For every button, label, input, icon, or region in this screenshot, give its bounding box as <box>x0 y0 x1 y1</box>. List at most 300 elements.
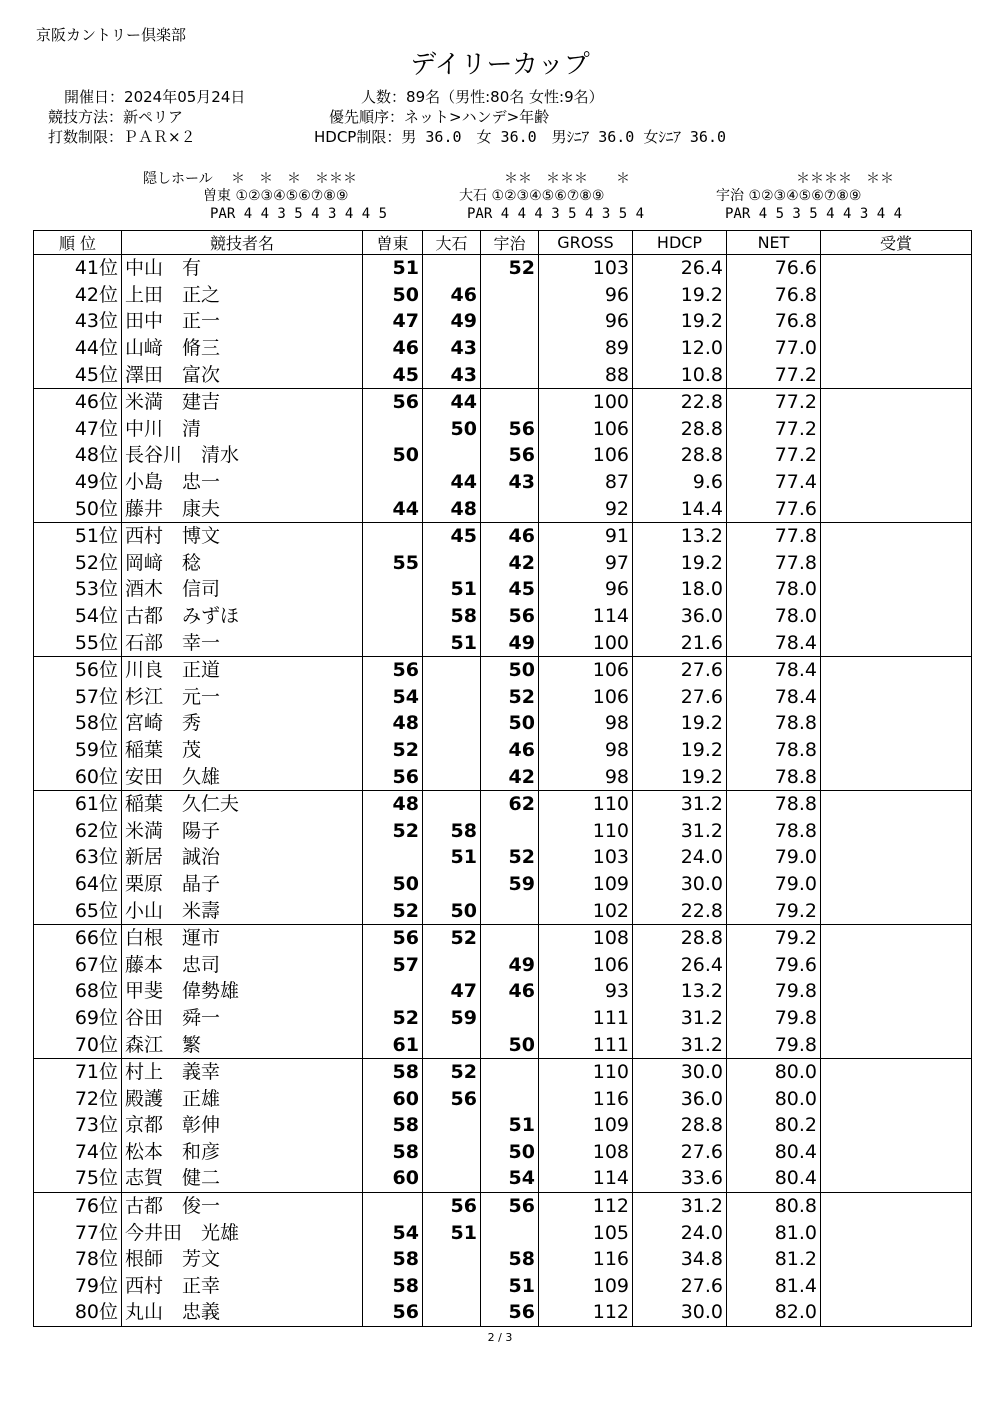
cell-rank: 75位 <box>34 1165 122 1192</box>
cell-player: 森江 繁 <box>122 1031 363 1058</box>
table-row <box>34 1219 972 1246</box>
cell-net: 78.0 <box>727 603 821 630</box>
cell-net: 79.8 <box>727 1005 821 1032</box>
course3-holes <box>716 188 861 204</box>
cell-award <box>821 1058 972 1085</box>
cell-hdcp: 36.0 <box>633 603 727 630</box>
cell-course2 <box>423 1112 481 1139</box>
cell-course2 <box>423 790 481 817</box>
cell-hdcp: 13.2 <box>633 522 727 549</box>
col-course1: 曽東 <box>363 231 423 255</box>
cell-gross: 87 <box>539 469 633 496</box>
cell-course3: 56 <box>481 416 539 443</box>
cell-rank: 50位 <box>34 495 122 522</box>
cell-award <box>821 710 972 737</box>
cell-award <box>821 361 972 388</box>
cell-gross: 109 <box>539 871 633 898</box>
cell-player: 石部 幸一 <box>122 629 363 656</box>
cell-rank: 59位 <box>34 737 122 764</box>
cell-hdcp: 31.2 <box>633 1005 727 1032</box>
cell-gross: 97 <box>539 550 633 577</box>
cell-award <box>821 255 972 282</box>
cell-award <box>821 282 972 309</box>
cell-gross: 108 <box>539 1139 633 1166</box>
cell-course2: 51 <box>423 629 481 656</box>
cell-hdcp: 27.6 <box>633 656 727 683</box>
cell-player: 岡﨑 稔 <box>122 550 363 577</box>
course2-holes <box>459 188 604 204</box>
cell-net: 79.0 <box>727 871 821 898</box>
cell-hdcp: 30.0 <box>633 1058 727 1085</box>
info-hdcp: HDCP制限：男 36.0 女 36.0 男ｼﾆｱ 36.0 女ｼﾆｱ 36.0 <box>314 128 727 146</box>
info-method-label: 競技方法 <box>48 108 109 126</box>
cell-gross: 88 <box>539 361 633 388</box>
cell-net: 78.8 <box>727 763 821 790</box>
cell-course1: 52 <box>363 897 423 924</box>
cell-course2: 46 <box>423 282 481 309</box>
cell-award <box>821 550 972 577</box>
info-people-value: 89名（男性:80名 女性:9名） <box>406 88 604 106</box>
cell-gross: 111 <box>539 1005 633 1032</box>
cell-gross: 110 <box>539 817 633 844</box>
cell-award <box>821 1139 972 1166</box>
cell-course2: 56 <box>423 1192 481 1219</box>
cell-course3: 50 <box>481 710 539 737</box>
cell-net: 77.8 <box>727 522 821 549</box>
cell-player: 西村 正幸 <box>122 1273 363 1300</box>
info-priority-value: ネット>ハンデ>年齢 <box>404 108 550 126</box>
results-table <box>33 230 972 1327</box>
cell-net: 78.4 <box>727 684 821 711</box>
cell-net: 80.8 <box>727 1192 821 1219</box>
cell-rank: 45位 <box>34 361 122 388</box>
cell-course3: 54 <box>481 1165 539 1192</box>
cell-player: 長谷川 清水 <box>122 442 363 469</box>
course2-name: 大石 <box>459 188 487 204</box>
cell-course3: 56 <box>481 603 539 630</box>
cell-course2 <box>423 763 481 790</box>
info-limit-value: ＰＡＲ×２ <box>123 128 196 146</box>
cell-course1: 44 <box>363 495 423 522</box>
cell-award <box>821 1192 972 1219</box>
cell-award <box>821 1246 972 1273</box>
cell-player: 小島 忠一 <box>122 469 363 496</box>
cell-course1 <box>363 522 423 549</box>
cell-gross: 112 <box>539 1299 633 1326</box>
cell-hdcp: 27.6 <box>633 1139 727 1166</box>
cell-player: 中山 有 <box>122 255 363 282</box>
cell-net: 79.8 <box>727 978 821 1005</box>
cell-hdcp: 14.4 <box>633 495 727 522</box>
hidden-marks-course1: ＊ ＊ ＊ ＊＊＊ <box>231 171 357 187</box>
cell-player: 稲葉 久仁夫 <box>122 790 363 817</box>
cell-course1: 47 <box>363 308 423 335</box>
cell-net: 78.4 <box>727 656 821 683</box>
cell-player: 松本 和彦 <box>122 1139 363 1166</box>
cell-course1 <box>363 469 423 496</box>
cell-rank: 55位 <box>34 629 122 656</box>
info-priority-label: 優先順序 <box>329 108 390 126</box>
cell-course3: 43 <box>481 469 539 496</box>
cell-course2 <box>423 1246 481 1273</box>
table-row <box>34 1165 972 1192</box>
cell-course2: 49 <box>423 308 481 335</box>
cell-gross: 91 <box>539 522 633 549</box>
cell-rank: 47位 <box>34 416 122 443</box>
info-hdcp-label: HDCP制限 <box>314 128 387 146</box>
cell-award <box>821 603 972 630</box>
cell-player: 上田 正之 <box>122 282 363 309</box>
table-row <box>34 924 972 951</box>
cell-course3: 50 <box>481 1139 539 1166</box>
course3-hole-numbers: ①②③④⑤⑥⑦⑧⑨ <box>748 188 862 204</box>
cell-gross: 109 <box>539 1273 633 1300</box>
cell-player: 新居 誠治 <box>122 844 363 871</box>
cell-course3 <box>481 282 539 309</box>
cell-player: 根師 芳文 <box>122 1246 363 1273</box>
cell-award <box>821 522 972 549</box>
table-row <box>34 576 972 603</box>
cell-hdcp: 27.6 <box>633 1273 727 1300</box>
cell-net: 79.2 <box>727 897 821 924</box>
cell-course3: 56 <box>481 1299 539 1326</box>
cell-course3: 42 <box>481 763 539 790</box>
cell-course3: 62 <box>481 790 539 817</box>
cell-course3: 58 <box>481 1246 539 1273</box>
table-row <box>34 1031 972 1058</box>
info-date: 開催日：2024年05月24日 <box>64 88 246 106</box>
cell-player: 丸山 忠義 <box>122 1299 363 1326</box>
cell-course2 <box>423 737 481 764</box>
cell-course3 <box>481 1005 539 1032</box>
cell-hdcp: 19.2 <box>633 710 727 737</box>
cell-course1 <box>363 576 423 603</box>
cell-player: 酒木 信司 <box>122 576 363 603</box>
cell-course3: 49 <box>481 951 539 978</box>
cell-gross: 112 <box>539 1192 633 1219</box>
cell-player: 安田 久雄 <box>122 763 363 790</box>
cell-course1: 52 <box>363 817 423 844</box>
cell-net: 78.8 <box>727 710 821 737</box>
cell-rank: 42位 <box>34 282 122 309</box>
info-limit: 打数制限：ＰＡＲ×２ <box>48 128 196 146</box>
cell-course3: 46 <box>481 978 539 1005</box>
cell-rank: 44位 <box>34 335 122 362</box>
course2-hole-numbers: ①②③④⑤⑥⑦⑧⑨ <box>491 188 605 204</box>
course1-hole-numbers: ①②③④⑤⑥⑦⑧⑨ <box>235 188 349 204</box>
cell-rank: 68位 <box>34 978 122 1005</box>
cell-gross: 100 <box>539 388 633 415</box>
table-row <box>34 255 972 282</box>
cell-gross: 114 <box>539 603 633 630</box>
cell-gross: 114 <box>539 1165 633 1192</box>
cell-hdcp: 19.2 <box>633 550 727 577</box>
cell-course1: 60 <box>363 1165 423 1192</box>
table-row <box>34 897 972 924</box>
cell-award <box>821 308 972 335</box>
cell-course2: 43 <box>423 335 481 362</box>
cell-course2 <box>423 656 481 683</box>
cell-course1: 58 <box>363 1273 423 1300</box>
header-row <box>34 231 972 255</box>
cell-player: 谷田 舜一 <box>122 1005 363 1032</box>
cell-award <box>821 629 972 656</box>
cell-net: 77.2 <box>727 388 821 415</box>
cell-course1: 54 <box>363 684 423 711</box>
cell-rank: 51位 <box>34 522 122 549</box>
table-row <box>34 1273 972 1300</box>
cell-course1: 60 <box>363 1085 423 1112</box>
info-method-value: 新ペリア <box>123 108 184 126</box>
cell-award <box>821 1085 972 1112</box>
cell-player: 澤田 富次 <box>122 361 363 388</box>
cell-gross: 116 <box>539 1246 633 1273</box>
cell-award <box>821 844 972 871</box>
course1-holes <box>203 188 348 204</box>
cell-player: 宮崎 秀 <box>122 710 363 737</box>
cell-gross: 93 <box>539 978 633 1005</box>
cell-net: 77.0 <box>727 335 821 362</box>
cell-hdcp: 22.8 <box>633 897 727 924</box>
cell-net: 80.4 <box>727 1165 821 1192</box>
cell-course2 <box>423 1031 481 1058</box>
cell-course1: 56 <box>363 656 423 683</box>
cell-net: 79.6 <box>727 951 821 978</box>
cell-rank: 61位 <box>34 790 122 817</box>
cell-net: 77.2 <box>727 416 821 443</box>
cell-course1 <box>363 844 423 871</box>
table-row <box>34 361 972 388</box>
cell-course1: 58 <box>363 1112 423 1139</box>
cell-player: 杉江 元一 <box>122 684 363 711</box>
cell-net: 76.8 <box>727 282 821 309</box>
cell-player: 古都 俊一 <box>122 1192 363 1219</box>
info-method: 競技方法：新ペリア <box>48 108 184 126</box>
cell-course1: 48 <box>363 710 423 737</box>
cell-course1 <box>363 603 423 630</box>
course1-name: 曽東 <box>203 188 231 204</box>
cell-gross: 92 <box>539 495 633 522</box>
cell-course1 <box>363 416 423 443</box>
cell-hdcp: 31.2 <box>633 1192 727 1219</box>
cell-hdcp: 24.0 <box>633 1219 727 1246</box>
table-row <box>34 684 972 711</box>
col-gross: GROSS <box>539 231 633 255</box>
col-net: NET <box>727 231 821 255</box>
cell-player: 西村 博文 <box>122 522 363 549</box>
cell-rank: 48位 <box>34 442 122 469</box>
cell-course2 <box>423 550 481 577</box>
table-row <box>34 335 972 362</box>
cell-course3: 52 <box>481 255 539 282</box>
page-title: デイリーカップ <box>410 50 590 80</box>
cell-rank: 53位 <box>34 576 122 603</box>
col-player: 競技者名 <box>122 231 363 255</box>
table-row <box>34 388 972 415</box>
cell-player: 小山 米壽 <box>122 897 363 924</box>
cell-course3 <box>481 924 539 951</box>
cell-gross: 102 <box>539 897 633 924</box>
table-row <box>34 978 972 1005</box>
cell-course3: 56 <box>481 442 539 469</box>
cell-gross: 108 <box>539 924 633 951</box>
cell-course1: 46 <box>363 335 423 362</box>
cell-course2: 47 <box>423 978 481 1005</box>
cell-net: 81.2 <box>727 1246 821 1273</box>
cell-hdcp: 31.2 <box>633 817 727 844</box>
cell-course1: 58 <box>363 1246 423 1273</box>
cell-rank: 80位 <box>34 1299 122 1326</box>
info-date-value: 2024年05月24日 <box>124 88 246 106</box>
table-row <box>34 656 972 683</box>
cell-hdcp: 33.6 <box>633 1165 727 1192</box>
cell-hdcp: 9.6 <box>633 469 727 496</box>
cell-rank: 60位 <box>34 763 122 790</box>
cell-course1: 57 <box>363 951 423 978</box>
table-row <box>34 495 972 522</box>
cell-hdcp: 19.2 <box>633 308 727 335</box>
cell-course2 <box>423 1273 481 1300</box>
cell-gross: 96 <box>539 576 633 603</box>
hidden-hole-label: 隠しホール <box>143 171 213 187</box>
cell-award <box>821 1005 972 1032</box>
cell-course1: 50 <box>363 442 423 469</box>
cell-course2: 52 <box>423 1058 481 1085</box>
course2-par: PAR 4 4 4 3 5 4 3 5 4 <box>467 206 645 222</box>
cell-award <box>821 871 972 898</box>
cell-course2: 43 <box>423 361 481 388</box>
cell-award <box>821 817 972 844</box>
table-row <box>34 817 972 844</box>
table-row <box>34 550 972 577</box>
cell-rank: 66位 <box>34 924 122 951</box>
cell-gross: 105 <box>539 1219 633 1246</box>
cell-gross: 98 <box>539 737 633 764</box>
cell-gross: 103 <box>539 255 633 282</box>
cell-course1: 55 <box>363 550 423 577</box>
cell-gross: 106 <box>539 416 633 443</box>
cell-hdcp: 28.8 <box>633 1112 727 1139</box>
cell-award <box>821 335 972 362</box>
cell-course3 <box>481 388 539 415</box>
table-row <box>34 629 972 656</box>
cell-course3: 46 <box>481 522 539 549</box>
cell-course2 <box>423 684 481 711</box>
cell-rank: 63位 <box>34 844 122 871</box>
cell-net: 78.8 <box>727 790 821 817</box>
table-row <box>34 737 972 764</box>
cell-gross: 106 <box>539 442 633 469</box>
cell-course1: 52 <box>363 1005 423 1032</box>
cell-net: 77.4 <box>727 469 821 496</box>
cell-hdcp: 19.2 <box>633 282 727 309</box>
cell-course2 <box>423 951 481 978</box>
cell-course3 <box>481 1085 539 1112</box>
table-row <box>34 1299 972 1326</box>
cell-course1: 50 <box>363 282 423 309</box>
cell-hdcp: 26.4 <box>633 951 727 978</box>
table-row <box>34 1085 972 1112</box>
course3-name: 宇治 <box>716 188 744 204</box>
cell-course3 <box>481 897 539 924</box>
table-row <box>34 951 972 978</box>
cell-rank: 71位 <box>34 1058 122 1085</box>
cell-rank: 57位 <box>34 684 122 711</box>
table-row <box>34 710 972 737</box>
table-row <box>34 469 972 496</box>
cell-award <box>821 388 972 415</box>
cell-course1: 58 <box>363 1139 423 1166</box>
cell-course3: 52 <box>481 844 539 871</box>
cell-course3 <box>481 308 539 335</box>
cell-course3: 51 <box>481 1273 539 1300</box>
cell-net: 78.4 <box>727 629 821 656</box>
cell-player: 志賀 健二 <box>122 1165 363 1192</box>
cell-award <box>821 737 972 764</box>
cell-hdcp: 24.0 <box>633 844 727 871</box>
cell-course1: 61 <box>363 1031 423 1058</box>
cell-course2: 58 <box>423 603 481 630</box>
cell-course2: 44 <box>423 469 481 496</box>
course3-par: PAR 4 5 3 5 4 4 3 4 4 <box>725 206 903 222</box>
cell-course3: 46 <box>481 737 539 764</box>
cell-rank: 72位 <box>34 1085 122 1112</box>
cell-net: 82.0 <box>727 1299 821 1326</box>
cell-rank: 67位 <box>34 951 122 978</box>
cell-rank: 74位 <box>34 1139 122 1166</box>
cell-gross: 111 <box>539 1031 633 1058</box>
table-row <box>34 308 972 335</box>
cell-award <box>821 790 972 817</box>
cell-course3: 50 <box>481 656 539 683</box>
cell-rank: 49位 <box>34 469 122 496</box>
results-body <box>34 255 972 1327</box>
cell-course1: 54 <box>363 1219 423 1246</box>
cell-course3 <box>481 817 539 844</box>
cell-player: 甲斐 偉勢雄 <box>122 978 363 1005</box>
cell-award <box>821 978 972 1005</box>
cell-award <box>821 951 972 978</box>
cell-net: 78.0 <box>727 576 821 603</box>
cell-gross: 109 <box>539 1112 633 1139</box>
col-course3: 宇治 <box>481 231 539 255</box>
cell-rank: 54位 <box>34 603 122 630</box>
cell-course1 <box>363 1192 423 1219</box>
cell-course1: 50 <box>363 871 423 898</box>
cell-player: 栗原 晶子 <box>122 871 363 898</box>
cell-net: 77.6 <box>727 495 821 522</box>
cell-hdcp: 21.6 <box>633 629 727 656</box>
cell-gross: 103 <box>539 844 633 871</box>
cell-net: 78.8 <box>727 737 821 764</box>
cell-hdcp: 19.2 <box>633 763 727 790</box>
cell-course2 <box>423 1139 481 1166</box>
cell-award <box>821 1219 972 1246</box>
cell-net: 81.4 <box>727 1273 821 1300</box>
cell-player: 藤井 康夫 <box>122 495 363 522</box>
cell-course1: 52 <box>363 737 423 764</box>
cell-course2 <box>423 442 481 469</box>
cell-course3 <box>481 361 539 388</box>
table-row <box>34 763 972 790</box>
cell-hdcp: 28.8 <box>633 442 727 469</box>
cell-course3 <box>481 335 539 362</box>
cell-award <box>821 656 972 683</box>
table-row <box>34 603 972 630</box>
cell-rank: 64位 <box>34 871 122 898</box>
info-priority: 優先順序：ネット>ハンデ>年齢 <box>329 108 550 126</box>
cell-award <box>821 576 972 603</box>
